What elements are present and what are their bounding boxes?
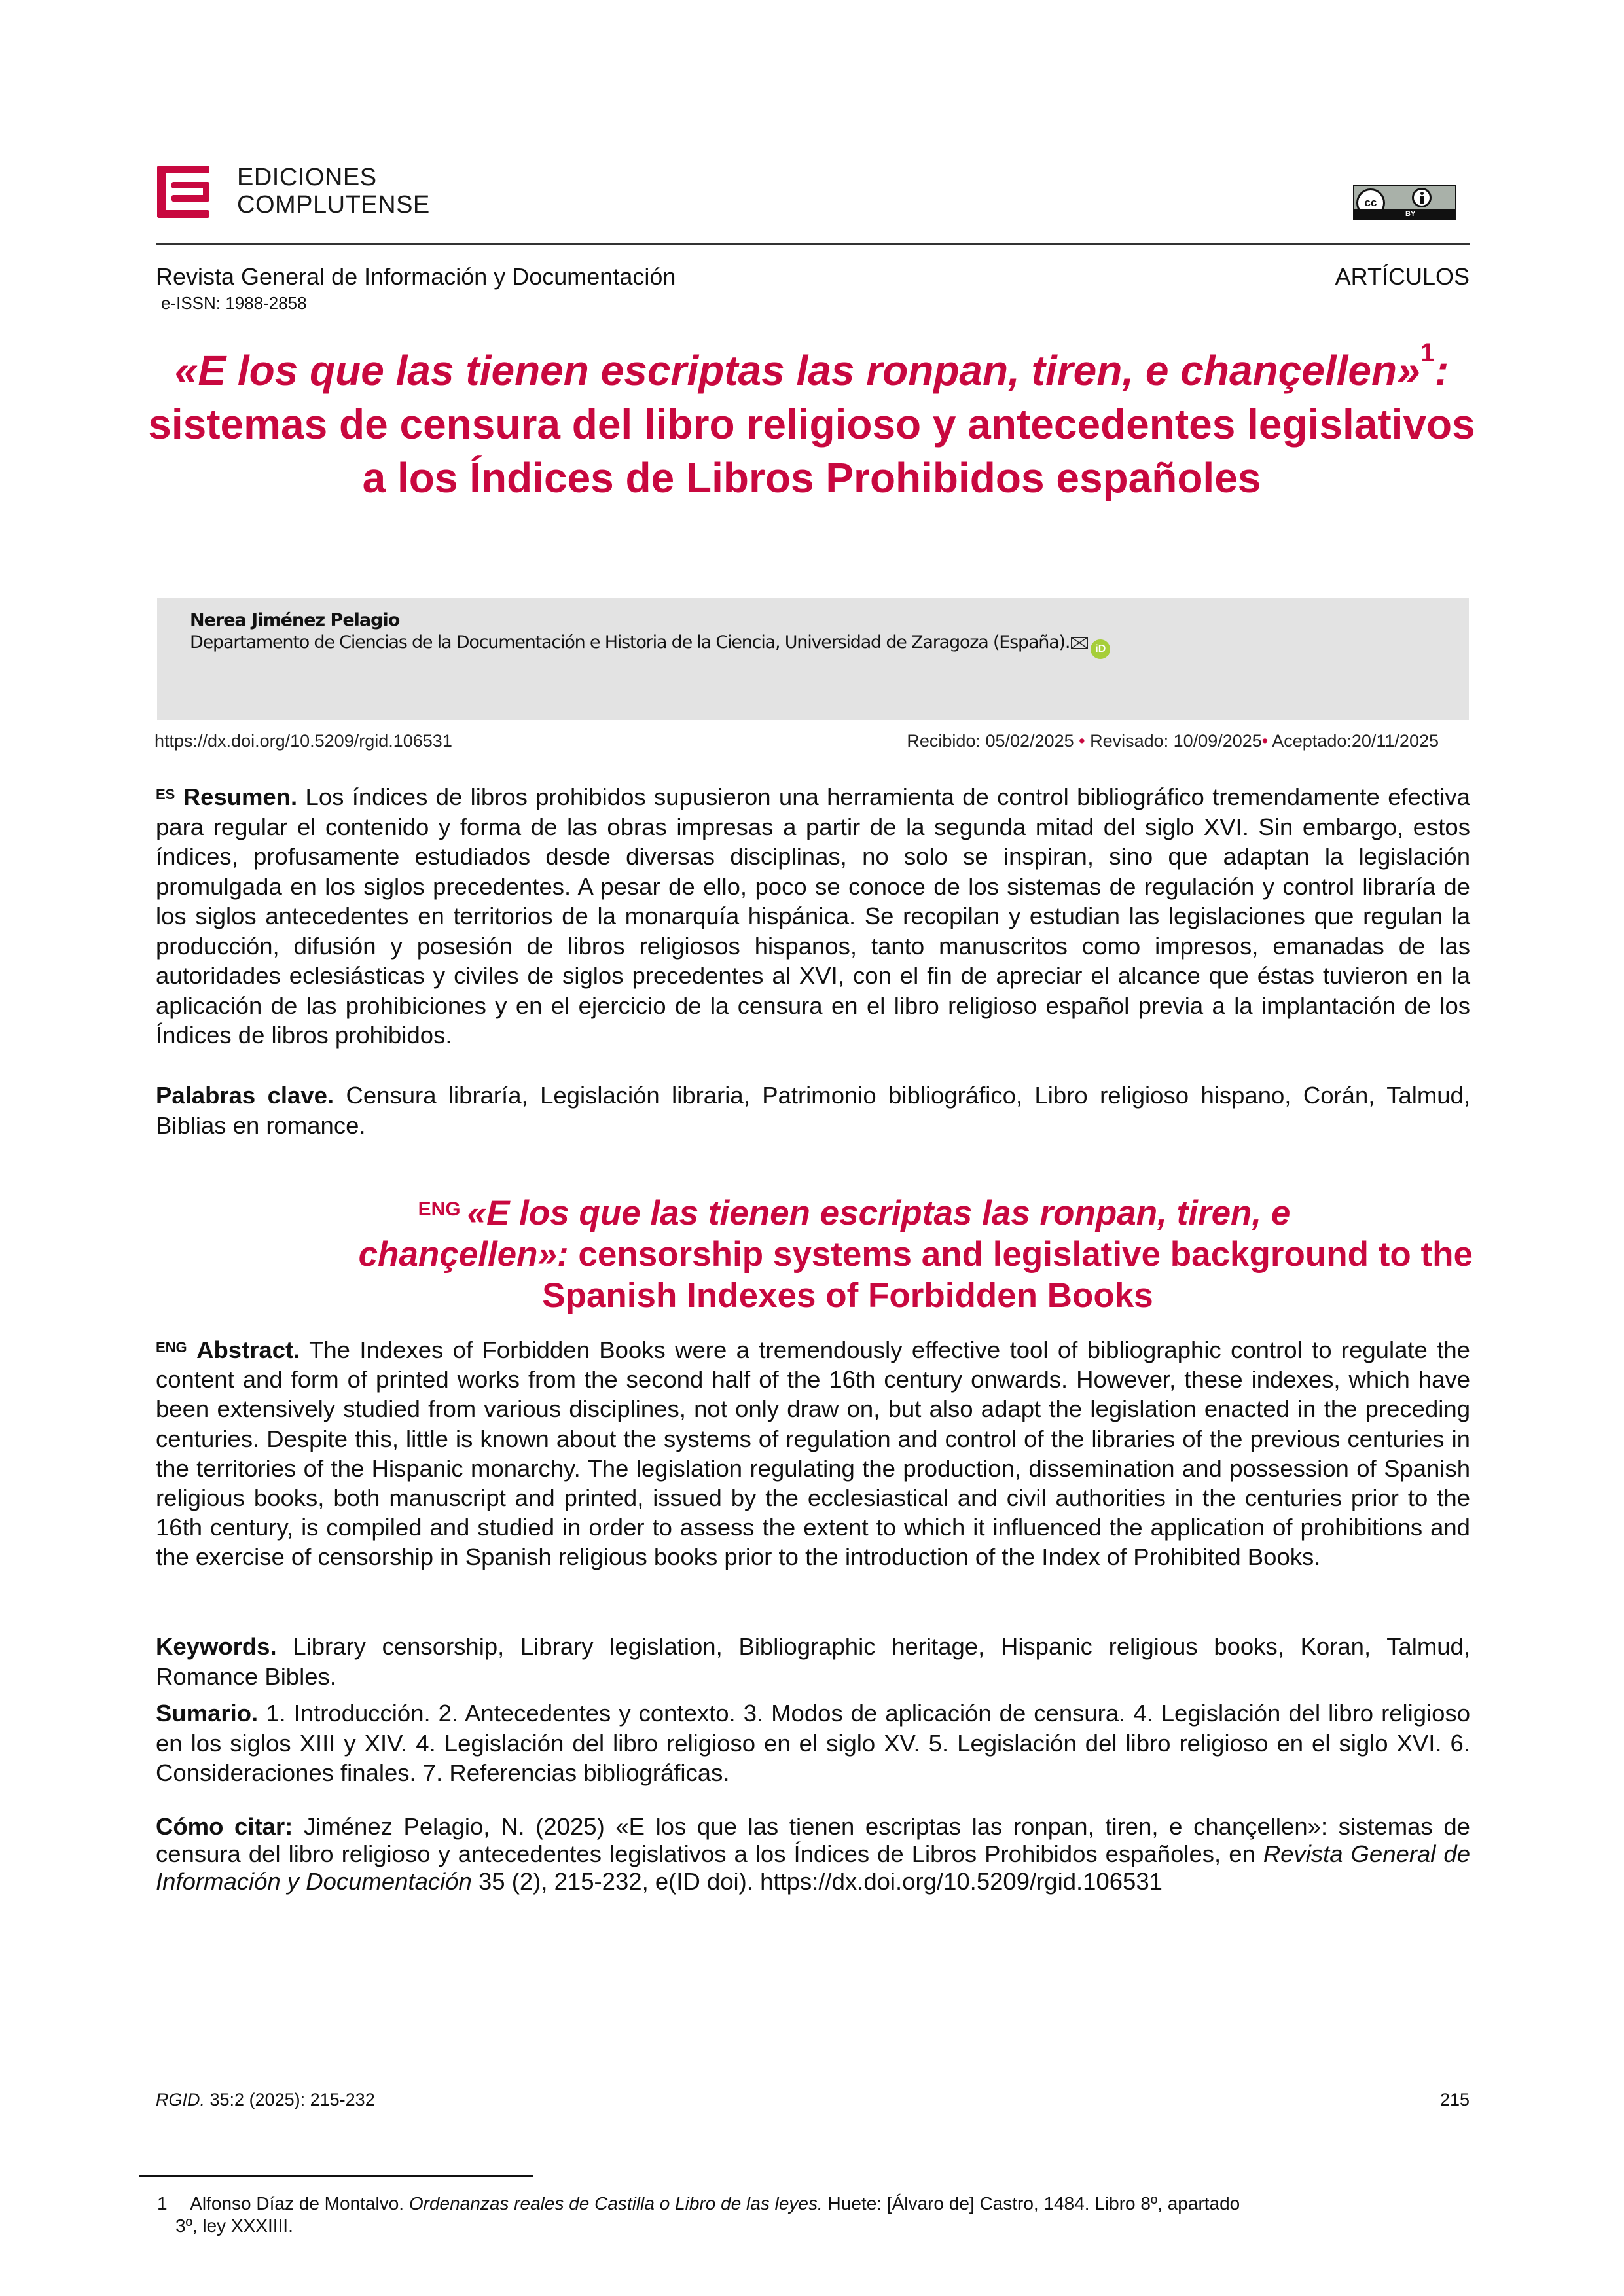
article-title — [139, 338, 1485, 505]
section-label: ARTÍCULOS — [1335, 263, 1470, 290]
citation-journal: Revista General de Información y Documentación — [156, 1840, 1470, 1895]
citation-text-after: 35 (2), 215-232, e(ID doi). https://dx.doi.org/10.5209/rgid.106531 — [471, 1868, 1163, 1895]
abstract-en — [156, 1335, 1470, 1572]
running-footer — [156, 2089, 375, 2110]
issn: e-ISSN: 1988-2858 — [161, 293, 307, 313]
table-of-contents — [156, 1698, 1470, 1788]
title-italic-part: «E los que las tienen escriptas las ronpan, tiren, e chançellen» — [174, 347, 1420, 394]
review-dates — [907, 730, 1439, 751]
revised-date: Revisado: 10/09/2025 — [1090, 731, 1262, 751]
running-footer-abbrev: RGID. — [156, 2090, 206, 2109]
journal-name: Revista General de Información y Documentación — [156, 263, 676, 290]
doi-link[interactable]: https://dx.doi.org/10.5209/rgid.106531 — [154, 731, 452, 751]
footnote — [157, 2193, 1470, 2237]
abstract-es-text: Los índices de libros prohibidos supusieron una herramienta de control bibliográfico tremendamente efectiva para regular el contenido y forma de las obras impresas a partir de la segunda mitad del siglo XVI. Sin embargo, estos índices, profusamente estudiados desde diversas disciplinas, no solo se inspiran, sino que adaptan la legislación promulgada en los siglos precedentes. A pesar de ello, poco se conoce de los sistemas de regulación y control libraría de los siglos antecedentes en territorios de la monarquía hispánica. Se recopilan y estudian las legislaciones que regulan la producción, difusión y posesión de libros religiosos hispanos, tanto manuscritos como impresos, emanadas de las autoridades eclesiásticas y civiles de siglos precedentes al XVI, con el fin de apreciar el alcance que éstas tuvieron en la aplicación de las prohibiciones y en el ejercicio de la censura en el libro religioso español previa a la implantación de los Índices de libros prohibidos. — [156, 783, 1470, 1049]
separator-dot: • — [1261, 731, 1269, 751]
how-to-cite — [156, 1813, 1470, 1895]
ediciones-complutense-logo-icon — [157, 166, 209, 218]
footnote-ref[interactable]: 1 — [1420, 338, 1435, 367]
header-rule — [156, 243, 1470, 245]
keywords-en — [156, 1632, 1470, 1691]
separator-dot: • — [1079, 731, 1085, 751]
keywords-es — [156, 1081, 1470, 1140]
cc-by-license-badge[interactable] — [1353, 185, 1456, 220]
keywords-es-label: Palabras clave. — [156, 1082, 334, 1109]
envelope-icon[interactable] — [1071, 637, 1088, 649]
abstract-en-label: Abstract. — [196, 1336, 300, 1363]
author-affiliation — [190, 632, 1110, 659]
publisher-name — [237, 164, 430, 219]
publisher-line-2: COMPLUTENSE — [237, 191, 430, 219]
keywords-en-label: Keywords. — [156, 1633, 277, 1660]
sumario-text: 1. Introducción. 2. Antecedentes y contexto. 3. Modos de aplicación de censura. 4. Legislación del libro religioso en los siglos XIII y XIV. 4. Legislación del libro religioso en el siglo XV. 5. Legislación del libro religioso en el siglo XVI. 6. Consideraciones finales. 7. Referencias bibliográficas. — [156, 1700, 1470, 1786]
english-title-rest: censorship systems and legislative background to the — [568, 1235, 1473, 1274]
sumario-label: Sumario. — [156, 1700, 259, 1727]
received-date: Recibido: 05/02/2025 — [907, 731, 1074, 751]
citation-label: Cómo citar: — [156, 1813, 293, 1840]
english-title-line-3: Spanish Indexes of Forbidden Books — [542, 1276, 1153, 1315]
abstract-es — [156, 782, 1470, 1050]
by-strip — [1354, 209, 1455, 219]
footnote-rest: Huete: [Álvaro de] Castro, 1484. Libro 8º, apartado — [822, 2193, 1240, 2214]
cc-symbol: cc — [1364, 196, 1377, 209]
by-label: BY — [1405, 210, 1416, 218]
attribution-icon — [1412, 188, 1432, 207]
abstract-en-text: The Indexes of Forbidden Books were a tremendously effective tool of bibliographic control to regulate the content and form of printed works from the second half of the 16th century onwards. However, these indexes, which have been extensively studied from various disciplines, not only draw on, but also adapt the legislation enacted in the preceding centuries. Despite this, little is known about the systems of regulation and control of the libraries of the previous centuries in the territories of the Hispanic monarchy. The legislation regulating the production, dissemination and possession of Spanish religious books, both manuscript and printed, issued by the ecclesiastical and civil authorities in the centuries prior to the 16th century, is compiled and studied in order to assess the extent to which it influenced the application of prohibitions and the exercise of censorship in Spanish religious books prior to the introduction of the Index of Prohibited Books. — [156, 1336, 1470, 1571]
footnote-number: 1 — [157, 2193, 168, 2214]
lang-tag-eng: ENG — [418, 1198, 461, 1220]
footnote-author: Alfonso Díaz de Montalvo. — [186, 2193, 409, 2214]
lang-tag-eng: ENG — [156, 1339, 187, 1355]
english-title-line-2 — [359, 1235, 1473, 1274]
keywords-en-text: Library censorship, Library legislation, Bibliographic heritage, Hispanic religious books, Koran, Talmud, Romance Bibles. — [156, 1633, 1470, 1690]
abstract-es-label: Resumen. — [183, 783, 298, 810]
footnote-rule — [139, 2175, 533, 2177]
citation-text: Jiménez Pelagio, N. (2025) «E los que las tienen escriptas las ronpan, tiren, e chançellen»: sistemas de censura del libro religioso y antecedentes legislativos a los Índices de Libros Prohibidos españoles, en — [156, 1813, 1470, 1867]
english-title-italic-1: «E los que las tienen escriptas las ronpan, tiren, e — [467, 1194, 1291, 1232]
lang-tag-es: ES — [156, 786, 175, 802]
english-title — [196, 1193, 1473, 1316]
footnote-title: Ordenanzas reales de Castilla o Libro de las leyes. — [408, 2193, 823, 2214]
footnote-line-2: 3º, ley XXXIIII. — [175, 2215, 293, 2236]
affiliation-text: Departamento de Ciencias de la Documentación e Historia de la Ciencia, Universidad de Zaragoza (España). — [190, 632, 1070, 653]
title-rest: sistemas de censura del libro religioso y antecedentes legislativos a los Índices de Libros Prohibidos españoles — [148, 401, 1475, 501]
page-number: 215 — [1439, 2090, 1470, 2109]
publisher-line-1: EDICIONES — [237, 164, 377, 191]
english-title-line-1 — [196, 1193, 1473, 1234]
english-title-italic-2: chançellen»: — [358, 1235, 569, 1274]
author-name: Nerea Jiménez Pelagio — [190, 610, 400, 630]
running-footer-rest: 35:2 (2025): 215-232 — [205, 2090, 375, 2109]
orcid-icon[interactable]: iD — [1091, 639, 1110, 659]
keywords-es-text: Censura libraría, Legislación libraria, Patrimonio bibliográfico, Libro religioso hispano, Corán, Talmud, Biblias en romance. — [156, 1082, 1470, 1139]
accepted-date: Aceptado:20/11/2025 — [1272, 731, 1439, 751]
title-colon: : — [1434, 347, 1449, 394]
